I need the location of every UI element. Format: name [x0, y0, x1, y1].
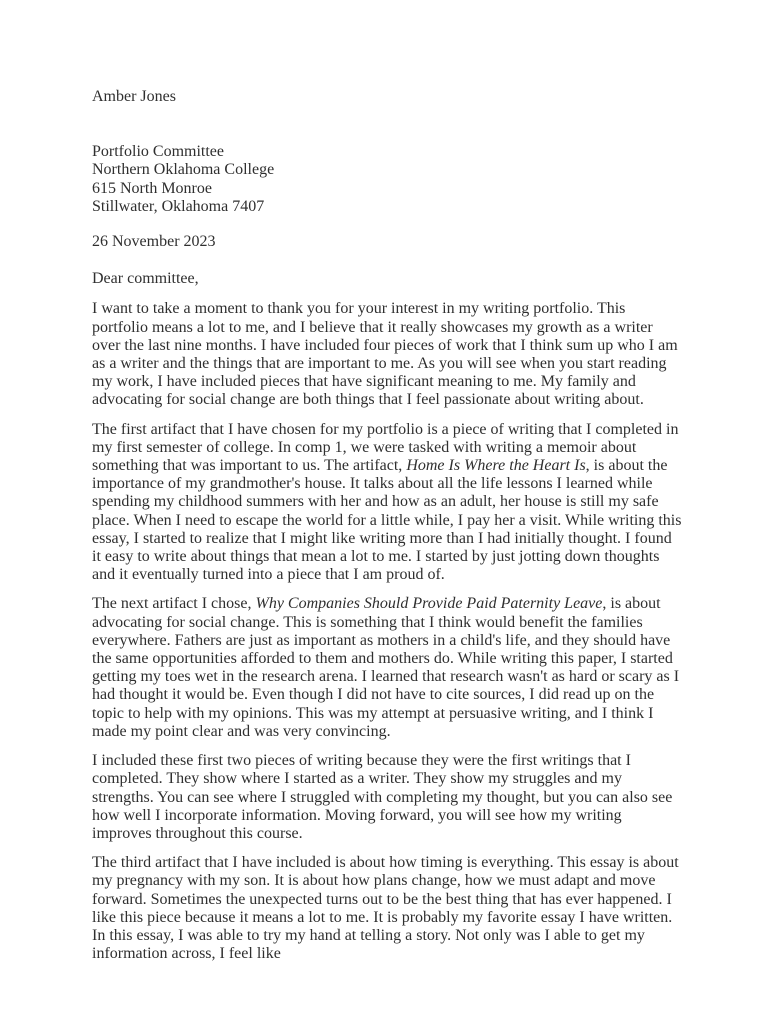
letter-paragraph [92, 421, 682, 585]
letter-body [92, 300, 682, 963]
letter-paragraph [92, 300, 682, 409]
essay-title-italic: Home Is Where the Heart Is [406, 457, 586, 475]
paragraph-text: , is about the importance of my grandmother's house. It talks about all the life lessons I learned while spending my childhood summers with her and how as an adult, her house is still my safe place. When I need to escape the world for a little while, I pay her a visit. While writing this essay, I started to realize that I might like writing more than I had initially thought. I found it easy to write about things that mean a lot to me. I started by just jotting down thoughts and it eventually turned into a piece that I am proud of. [92, 457, 682, 584]
recipient-line-city: Stillwater, Oklahoma 7407 [92, 197, 265, 215]
letter-paragraph [92, 595, 682, 741]
recipient-line-committee: Portfolio Committee [92, 143, 224, 161]
letter-date: 26 November 2023 [92, 233, 216, 251]
paragraph-text: , is about advocating for social change. This is something that I think would benefit the families everywhere. Fathers are just as important as mothers in a child's life, and they should have the same opportunities afforded to them and mothers do. While writing this paper, I started getting my toes wet in the research arena. I learned that research wasn't as hard or scary as I had thought it would be. Even though I did not have to cite sources, I did read up on the topic to help with my opinions. This was my attempt at persuasive writing, and I think I made my point clear and was very convincing. [92, 595, 680, 740]
letter-paragraph [92, 752, 682, 843]
paragraph-text: I want to take a moment to thank you for your interest in my writing portfolio. This portfolio means a lot to me, and I believe that it really showcases my growth as a writer over the last nine months. I have included four pieces of work that I think sum up who I am as a writer and the things that are important to me. As you will see when you start reading my work, I have included pieces that have significant meaning to me. My family and advocating for social change are both things that I feel passionate about writing about. [92, 300, 678, 409]
recipient-line-street: 615 North Monroe [92, 179, 212, 197]
essay-title-italic: Why Companies Should Provide Paid Paternity Leave [255, 595, 603, 613]
recipient-line-college: Northern Oklahoma College [92, 161, 275, 179]
letter-paragraph [92, 854, 682, 963]
recipient-address-block [92, 143, 682, 216]
salutation: Dear committee, [92, 270, 199, 288]
paragraph-text: The first artifact that I have chosen for my portfolio is a piece of writing that I completed in my first semester of college. In comp 1, we were tasked with writing a memoir about something that was important to us. The artifact, [92, 420, 679, 475]
paragraph-text: The third artifact that I have included is about how timing is everything. This essay is about my pregnancy with my son. It is about how plans change, how we must adapt and move forward. Sometimes the unexpected turns out to be the best thing that has ever happened. I like this piece because it means a lot to me. It is probably my favorite essay I have written. In this essay, I was able to try my hand at telling a story. Not only was I able to get my information across, I feel like [92, 854, 679, 963]
sender-name: Amber Jones [92, 88, 176, 105]
paragraph-text: I included these first two pieces of writing because they were the first writings that I completed. They show where I started as a writer. They show my struggles and my strengths. You can see where I struggled with completing my thought, but you can also see how well I incorporate information. Moving forward, you will see how my writing improves throughout this course. [92, 752, 673, 842]
paragraph-text: The next artifact I chose, [92, 595, 256, 613]
